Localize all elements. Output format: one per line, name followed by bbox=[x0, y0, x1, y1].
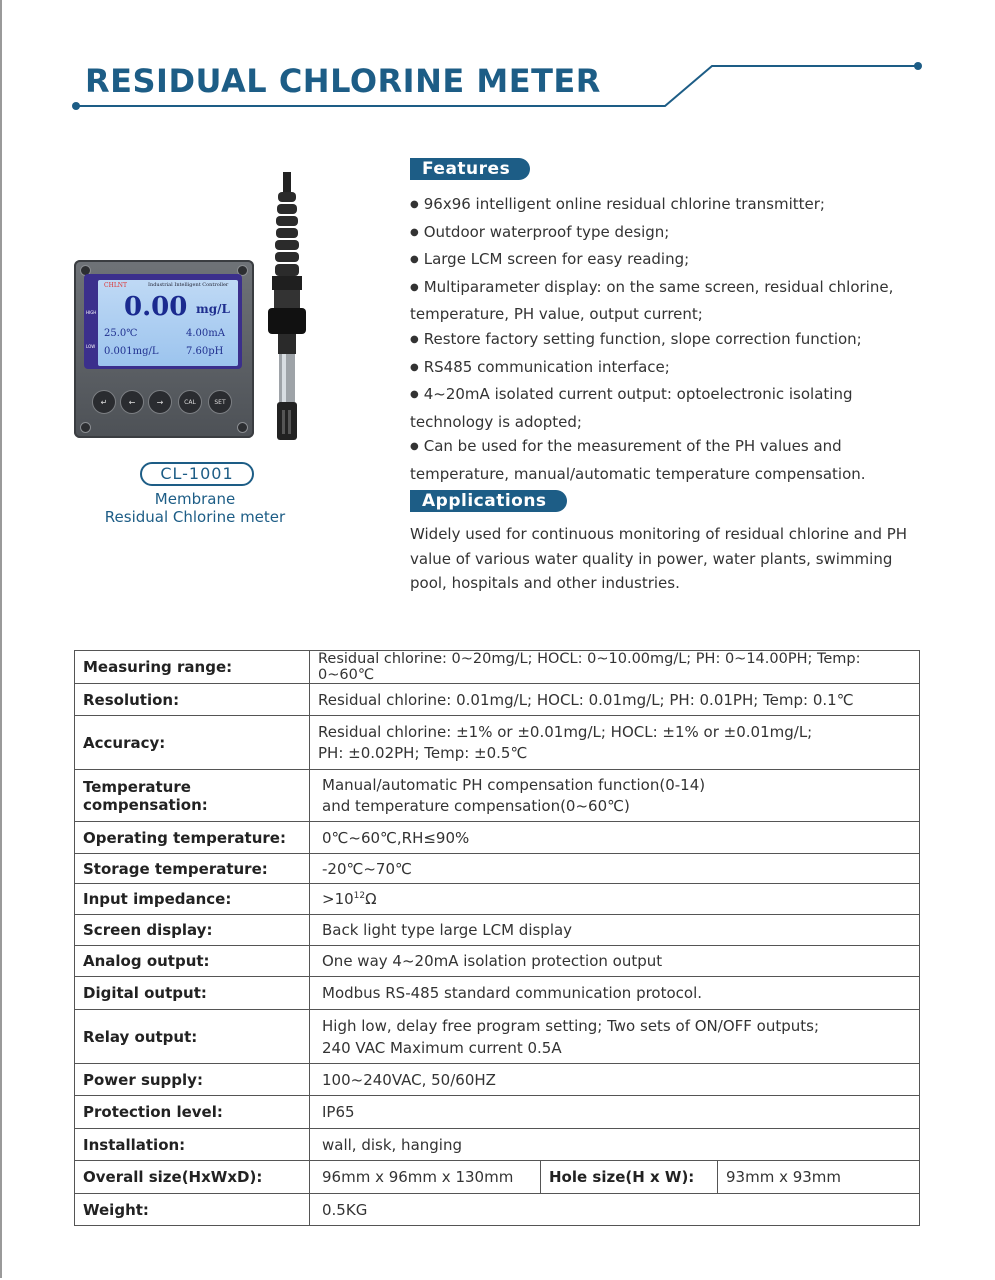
spec-value: Modbus RS-485 standard communication protocol. bbox=[310, 977, 920, 1010]
lcd-subtitle: Industrial Intelligent Controller bbox=[148, 282, 229, 288]
table-row bbox=[75, 884, 920, 915]
feature-item: ● RS485 communication interface; bbox=[410, 355, 940, 383]
spec-label: Resolution: bbox=[75, 684, 310, 716]
low-indicator: LOW bbox=[86, 344, 96, 349]
spec-label: Protection level: bbox=[75, 1096, 310, 1129]
table-row bbox=[75, 946, 920, 977]
spec-label: Operating temperature: bbox=[75, 822, 310, 854]
spec-value: Back light type large LCM display bbox=[310, 915, 920, 946]
table-row bbox=[75, 770, 920, 822]
spec-value bbox=[310, 884, 920, 915]
features-heading: Features bbox=[410, 158, 530, 180]
spec-value: IP65 bbox=[310, 1096, 920, 1129]
device-right-button: → bbox=[148, 390, 172, 414]
spec-label: Installation: bbox=[75, 1129, 310, 1161]
feature-item: ● Restore factory setting function, slope correction function; bbox=[410, 327, 940, 355]
spec-value: Residual chlorine: 0~20mg/L; HOCL: 0~10.00mg/L; PH: 0~14.00PH; Temp: 0~60℃ bbox=[310, 651, 920, 684]
spec-value: 100~240VAC, 50/60HZ bbox=[310, 1064, 920, 1096]
spec-label: Overall size(HxWxD): bbox=[75, 1161, 310, 1194]
table-row bbox=[75, 1096, 920, 1129]
spec-value: Residual chlorine: 0.01mg/L; HOCL: 0.01mg/L; PH: 0.01PH; Temp: 0.1℃ bbox=[310, 684, 920, 716]
feature-item: ● Outdoor waterproof type design; bbox=[410, 220, 940, 248]
spec-value: 96mm x 96mm x 130mm bbox=[310, 1161, 541, 1194]
impedance-unit: Ω bbox=[365, 890, 377, 908]
spec-value-line: 240 VAC Maximum current 0.5A bbox=[322, 1038, 562, 1057]
header-decorative-line bbox=[0, 0, 995, 130]
spec-label: Storage temperature: bbox=[75, 854, 310, 884]
table-row bbox=[75, 1129, 920, 1161]
sensor-probe-image bbox=[264, 172, 324, 444]
table-row bbox=[75, 1194, 920, 1226]
impedance-exponent: 12 bbox=[353, 891, 366, 901]
spec-label: Input impedance: bbox=[75, 884, 310, 915]
applications-heading: Applications bbox=[410, 490, 567, 512]
table-row bbox=[75, 651, 920, 684]
table-row bbox=[75, 684, 920, 716]
spec-value-line: Residual chlorine: ±1% or ±0.01mg/L; HOCL: ±1% or ±0.01mg/L; bbox=[318, 722, 813, 741]
applications-text: Widely used for continuous monitoring of residual chlorine and PH value of various water quality in power, water plants, swimming pool, hospitals and other industries. bbox=[410, 525, 908, 593]
lcd-display bbox=[98, 280, 238, 366]
spec-value: 0℃~60℃,RH≤90% bbox=[310, 822, 920, 854]
table-row bbox=[75, 977, 920, 1010]
spec-value-line: and temperature compensation(0~60℃) bbox=[322, 796, 630, 815]
spec-value: wall, disk, hanging bbox=[310, 1129, 920, 1161]
lcd-main-unit: mg/L bbox=[196, 302, 230, 316]
device-cal-button: CAL bbox=[178, 390, 202, 414]
model-number-badge: CL-1001 bbox=[140, 462, 254, 486]
impedance-base: >10 bbox=[322, 890, 354, 908]
spec-label: Accuracy: bbox=[75, 716, 310, 770]
specifications-table bbox=[74, 650, 920, 1226]
spec-value: -20℃~70℃ bbox=[310, 854, 920, 884]
hole-size-value: 93mm x 93mm bbox=[718, 1161, 920, 1194]
hole-size-label: Hole size(H x W): bbox=[541, 1161, 718, 1194]
feature-item: ● Multiparameter display: on the same screen, residual chlorine, temperature, PH value, output current; bbox=[410, 275, 940, 327]
spec-value bbox=[310, 1010, 920, 1064]
spec-label: Digital output: bbox=[75, 977, 310, 1010]
table-row bbox=[75, 1161, 920, 1194]
spec-label: Weight: bbox=[75, 1194, 310, 1226]
spec-value bbox=[310, 770, 920, 822]
feature-item: ● 4~20mA isolated current output: optoelectronic isolating technology is adopted; bbox=[410, 382, 940, 434]
feature-item: ● 96x96 intelligent online residual chlorine transmitter; bbox=[410, 192, 940, 220]
feature-item: ● Large LCM screen for easy reading; bbox=[410, 247, 940, 275]
page-title: RESIDUAL CHLORINE METER bbox=[85, 62, 601, 100]
device-enter-button: ↵ bbox=[92, 390, 116, 414]
table-row bbox=[75, 854, 920, 884]
spec-label: Analog output: bbox=[75, 946, 310, 977]
table-row bbox=[75, 716, 920, 770]
spec-value-line: PH: ±0.02PH; Temp: ±0.5℃ bbox=[318, 743, 528, 762]
lcd-main-value: 0.00 bbox=[124, 292, 188, 322]
lcd-secondary-value: 0.001mg/L bbox=[104, 346, 159, 357]
product-caption bbox=[90, 490, 300, 526]
controller-device-image bbox=[74, 260, 254, 438]
feature-item: ● Can be used for the measurement of the PH values and temperature, manual/automatic temperature compensation. bbox=[410, 434, 940, 486]
caption-line-2: Residual Chlorine meter bbox=[104, 508, 286, 526]
features-list bbox=[410, 192, 940, 487]
spec-value: 0.5KG bbox=[310, 1194, 920, 1226]
lcd-current: 4.00mA bbox=[186, 328, 225, 339]
spec-label: Temperature compensation: bbox=[75, 770, 310, 822]
spec-value-line: Manual/automatic PH compensation function(0-14) bbox=[322, 775, 706, 794]
device-set-button: SET bbox=[208, 390, 232, 414]
device-screen bbox=[84, 274, 242, 369]
spec-label: Screen display: bbox=[75, 915, 310, 946]
caption-line-1: Membrane bbox=[154, 490, 236, 508]
high-indicator: HIGH bbox=[86, 310, 97, 315]
spec-value: One way 4~20mA isolation protection output bbox=[310, 946, 920, 977]
lcd-temperature: 25.0℃ bbox=[104, 328, 138, 339]
lcd-brand: CHLNT bbox=[104, 282, 128, 289]
table-row bbox=[75, 1010, 920, 1064]
table-row bbox=[75, 822, 920, 854]
spec-value bbox=[310, 716, 920, 770]
table-row bbox=[75, 915, 920, 946]
spec-label: Measuring range: bbox=[75, 651, 310, 684]
table-row bbox=[75, 1064, 920, 1096]
spec-value-line: High low, delay free program setting; Two sets of ON/OFF outputs; bbox=[322, 1016, 819, 1035]
spec-label: Relay output: bbox=[75, 1010, 310, 1064]
spec-label: Power supply: bbox=[75, 1064, 310, 1096]
device-left-button: ← bbox=[120, 390, 144, 414]
lcd-ph: 7.60pH bbox=[186, 346, 224, 357]
